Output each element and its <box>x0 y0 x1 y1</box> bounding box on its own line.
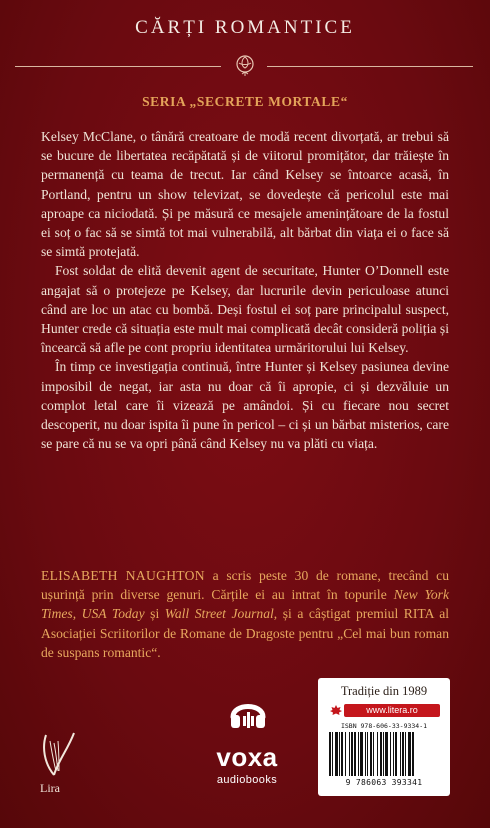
blurb <box>41 127 449 453</box>
barcode-bar <box>358 732 359 776</box>
barcode-bar <box>365 732 366 776</box>
barcode-bar <box>373 732 374 776</box>
barcode-bar <box>329 732 331 776</box>
barcode-digits: 9 786063 393341 <box>345 778 423 787</box>
barcode-bar <box>405 732 406 776</box>
collection-title: CĂRȚI ROMANTICE <box>135 17 355 38</box>
author-text: , și a câștigat premiul RITA al Asociației Scriitorilor de Romane de Dragoste pentru „Cel mai bun roman de suspans romantic“. <box>41 606 449 660</box>
barcode-bar <box>380 732 382 776</box>
barcode-bar <box>345 732 346 776</box>
headphones-icon <box>228 693 268 733</box>
author-text: , <box>72 606 82 622</box>
isbn-text: ISBN 978-606-33-9334-1 <box>340 722 428 730</box>
barcode-bar <box>408 732 411 776</box>
author-note <box>41 566 449 662</box>
barcode-bar <box>390 732 391 776</box>
author-name: ELISABETH NAUGHTON <box>41 568 205 583</box>
barcode-bar <box>385 732 388 776</box>
publication-name: USA Today <box>81 606 145 622</box>
barcode-bar <box>332 732 333 776</box>
barcode-bar <box>395 732 397 776</box>
voxa-logo-text: voxa <box>216 742 278 772</box>
barcode-bar <box>351 732 353 776</box>
barcode <box>328 732 440 776</box>
voxa-logo-subtitle: audiobooks <box>216 774 278 786</box>
litera-url: www.litera.ro <box>344 704 440 717</box>
barcode-bar <box>412 732 414 776</box>
author-text: și <box>144 606 165 622</box>
rose-icon <box>232 52 258 78</box>
barcode-bar <box>341 732 343 776</box>
barcode-bar <box>370 732 372 776</box>
barcode-bar <box>354 732 356 776</box>
divider-left <box>15 66 221 67</box>
author-text: a scris peste 30 de romane, trecând cu ușurință prin diverse genuri. Cărțile ei au intrat în topurile <box>41 568 449 603</box>
barcode-panel <box>318 678 450 796</box>
series-title: SERIA „SECRETE MORTALE“ <box>142 94 348 109</box>
barcode-bar <box>367 732 368 776</box>
publication-name: Wall Street Journal <box>164 606 274 622</box>
blurb-paragraph: În timp ce investigația continuă, între Hunter și Kelsey pasiunea devine imposibil de negat, iar asta nu doar că îi apropie, ci și dezvăluie un complot letal care îi vizează pe amândoi. Și cu fiecare nou secret descoperit, nu doar ispita îi pune în pericol – ci și un bărbat misterios, care se pare că nu se va opri până când Kelsey nu va plăti cu viața. <box>41 359 449 452</box>
maple-leaf-icon <box>330 705 342 717</box>
barcode-bar <box>400 732 401 776</box>
barcode-bar <box>383 732 384 776</box>
barcode-bar <box>349 732 350 776</box>
barcode-bar <box>402 732 404 776</box>
barcode-bar <box>339 732 340 776</box>
litera-url-row <box>330 704 442 717</box>
lira-logo-text: Lira <box>40 781 60 795</box>
tradition-label: Tradiție din 1989 <box>340 684 428 698</box>
divider-right <box>267 66 473 67</box>
barcode-bar <box>377 732 378 776</box>
publication-name: New York Times <box>41 587 450 622</box>
barcode-bar <box>360 732 363 776</box>
barcode-bar <box>393 732 394 776</box>
blurb-paragraph: Kelsey McClane, o tânără creatoare de modă recent divorțată, ar trebui să se bucure de libertatea recăpătată și de viitorul promițător, dar trăiește în permanență cu teama de trecut. Iar când Kelsey se întoarce acasă, în Portland, pentru un show televizat, se dovedește că pericolul este mai aproape ca niciodată. Și pe măsură ce mesajele amenințătoare de la fostul ei soț o fac să se simtă tot mai vulnerabilă, alt bărbat din viața ei o face să se simtă protejată. <box>41 129 449 260</box>
lira-logo-icon <box>38 725 78 781</box>
barcode-bar <box>335 732 338 776</box>
blurb-paragraph: Fost soldat de elită devenit agent de securitate, Hunter O’Donnell este angajat să o protejeze pe Kelsey, dar lucrurile devin periculoase atunci când are loc un atac cu bombă. Deși fostul ei soț pare principalul suspect, Hunter crede că situația este mult mai complicată decât consideră poliția și încearcă să afle pe cont propriu identitatea urmăritorului lui Kelsey. <box>41 263 449 356</box>
